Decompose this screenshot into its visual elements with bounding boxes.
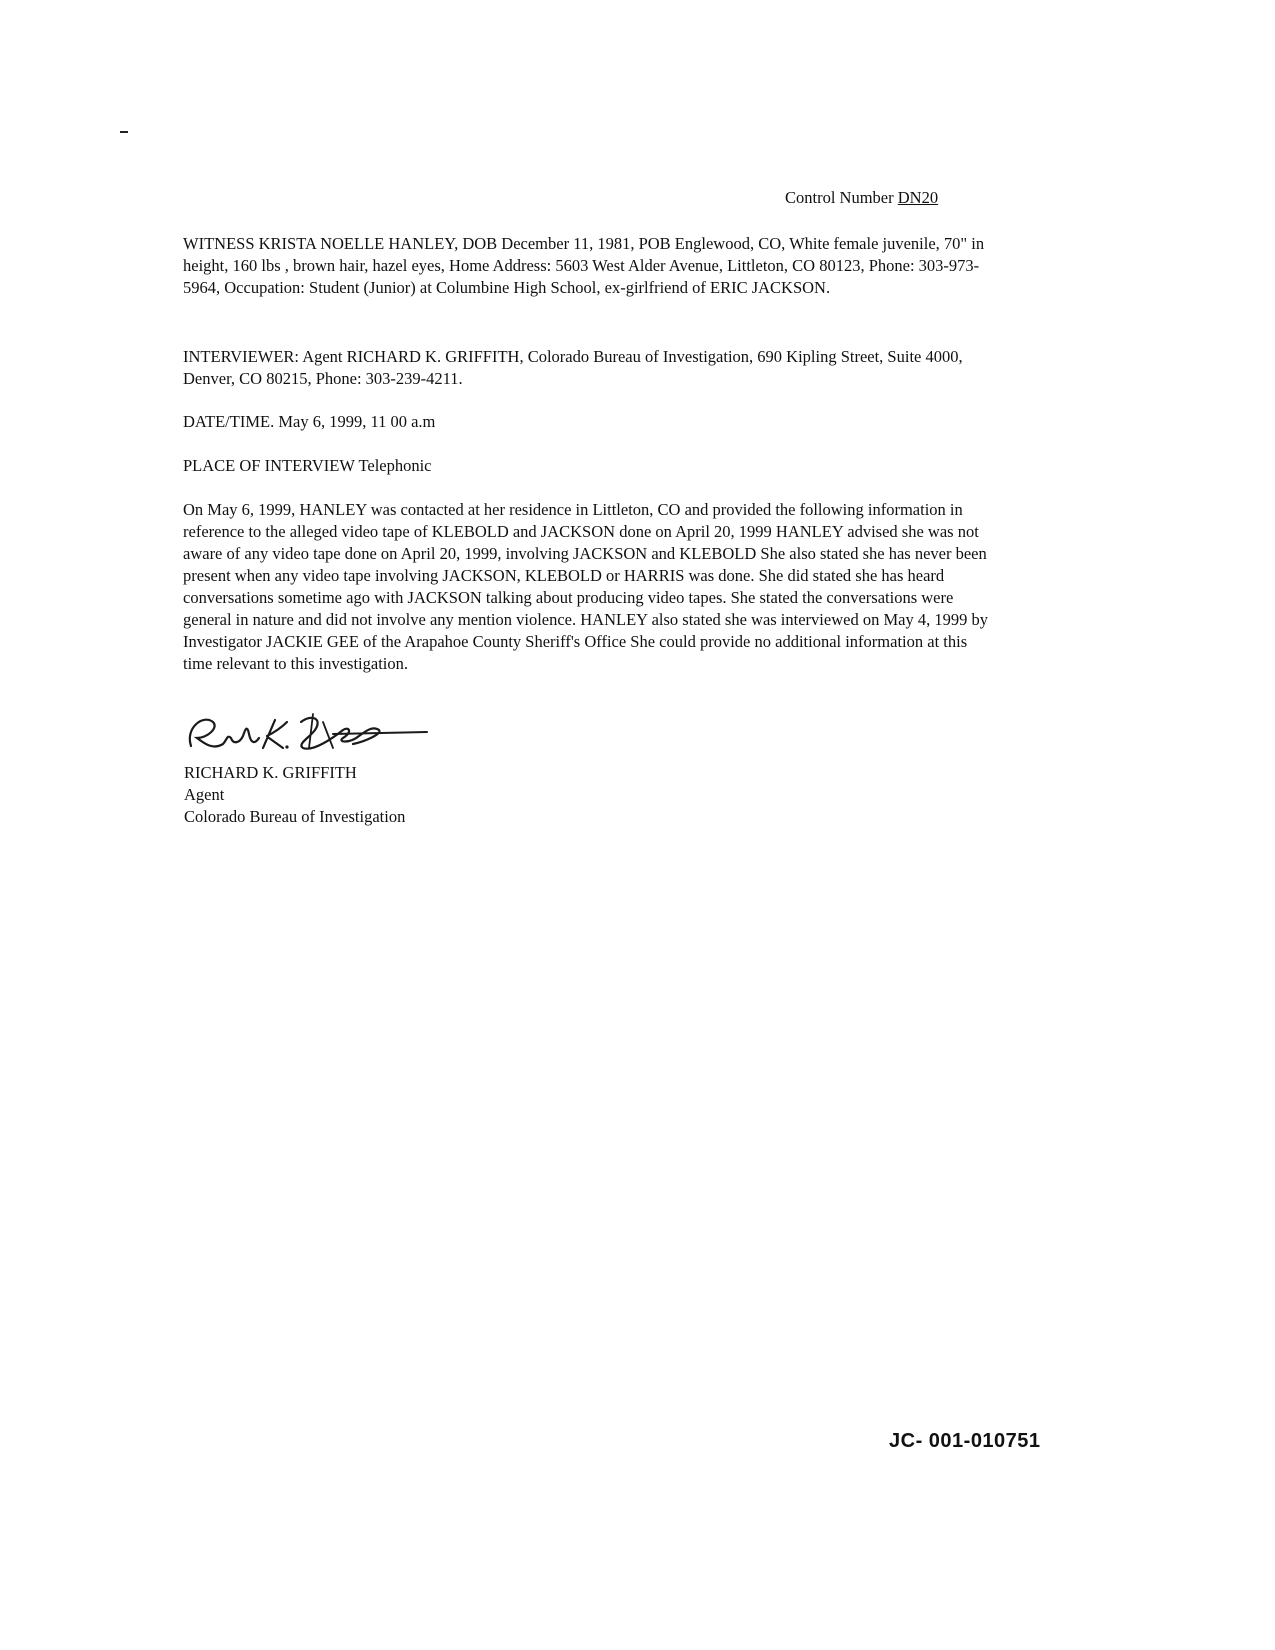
witness-paragraph: WITNESS KRISTA NOELLE HANLEY, DOB December 11, 1981, POB Englewood, CO, White female juvenile, 70" in height, 160 lbs , brown hair, hazel eyes, Home Address: 5603 West Alder Avenue, Littleton, CO 80123, Phone: 303-973-5964, Occupation: Student (Junior) at Columbine High School, ex-girlfriend of ERIC JACKSON.: [183, 234, 985, 297]
bates-number: JC- 001-010751: [889, 1430, 1041, 1452]
control-number-line: [785, 188, 938, 208]
place-of-interview-line: PLACE OF INTERVIEW Telephonic: [183, 456, 432, 475]
signer-title: Agent: [184, 785, 225, 804]
interview-narrative: On May 6, 1999, HANLEY was contacted at her residence in Littleton, CO and provided the following information in reference to the alleged video tape of KLEBOLD and JACKSON done on April 20, 1999 HANLEY advised she was not aware of any video tape done on April 20, 1999, involving JACKSON and KLEBOLD She also stated she has never been present when any video tape involving JACKSON, KLEBOLD or HARRIS was done. She did stated she has heard conversations sometime ago with JACKSON talking about producing video tapes. She stated the conversations were general in nature and did not involve any mention violence. HANLEY also stated she was interviewed on May 4, 1999 by Investigator JACKIE GEE of the Arapahoe County Sheriff's Office She could provide no additional information at this time relevant to this investigation.: [183, 500, 988, 673]
handwritten-signature: [183, 708, 433, 758]
scan-mark: [120, 131, 128, 133]
signer-agency: Colorado Bureau of Investigation: [184, 807, 406, 826]
signature-block: [184, 762, 405, 828]
control-number-value: DN20: [897, 188, 939, 207]
control-number-label: Control Number: [785, 188, 894, 207]
interviewer-paragraph: INTERVIEWER: Agent RICHARD K. GRIFFITH, Colorado Bureau of Investigation, 690 Kipling Street, Suite 4000, Denver, CO 80215, Phone: 303-239-4211.: [183, 347, 963, 388]
signer-name: RICHARD K. GRIFFITH: [184, 763, 357, 782]
datetime-line: DATE/TIME. May 6, 1999, 11 00 a.m: [183, 412, 436, 431]
